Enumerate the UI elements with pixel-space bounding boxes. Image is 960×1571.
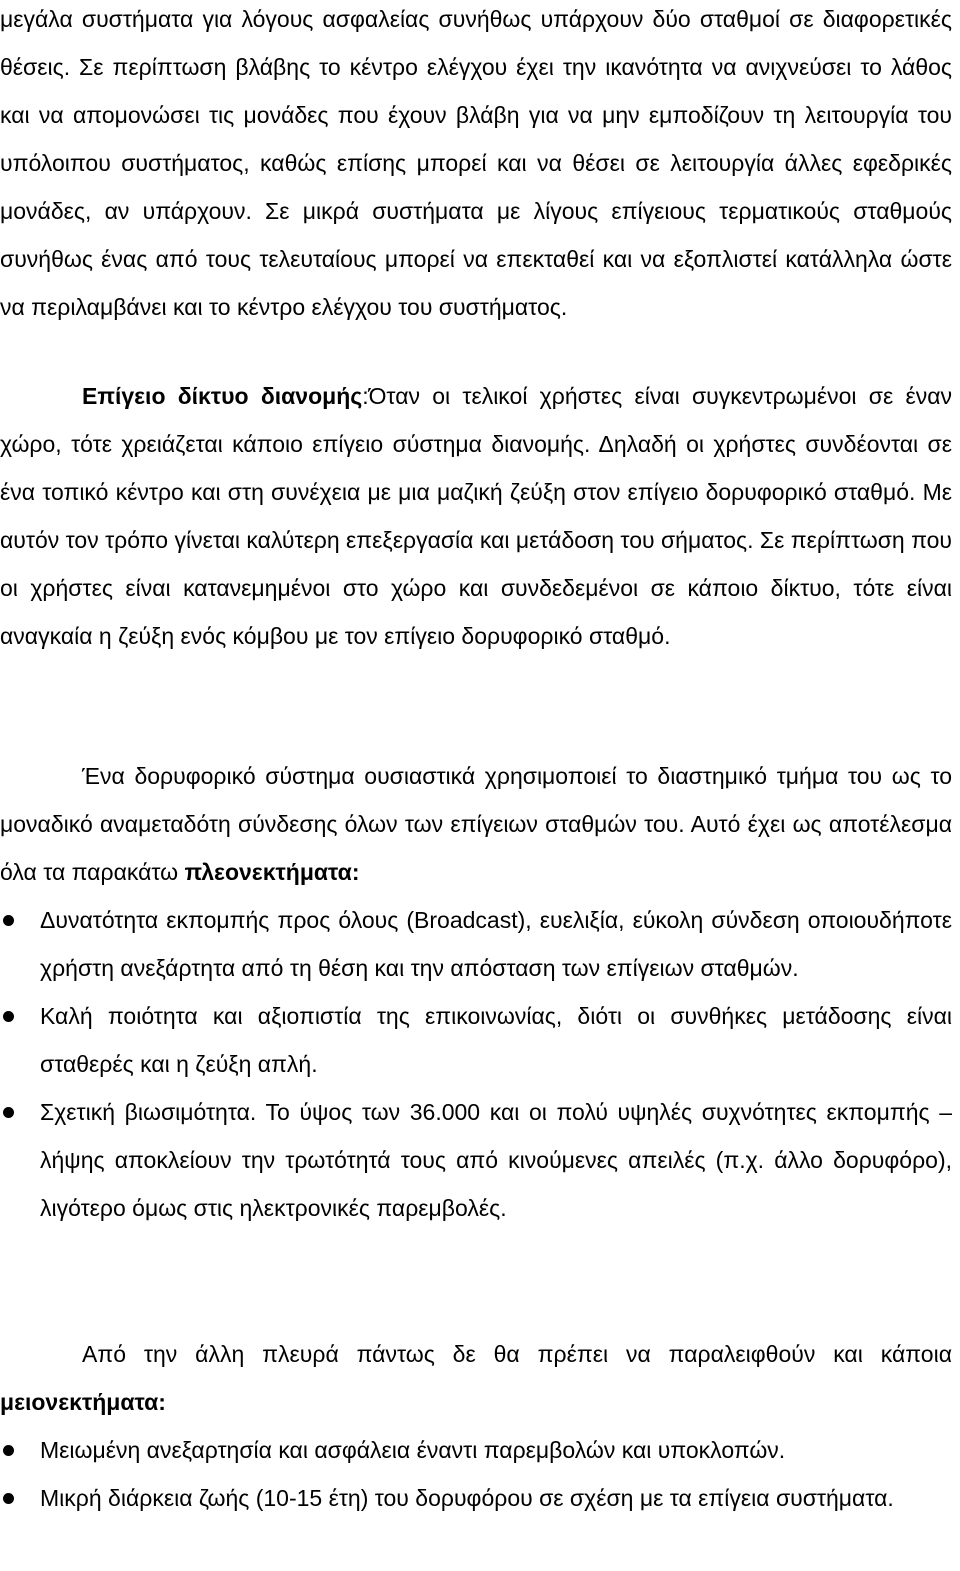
- bullet-icon: [3, 1493, 14, 1504]
- bullet-icon: [3, 1011, 14, 1022]
- list-item: [0, 896, 952, 992]
- disadvantages-list: [0, 1426, 952, 1522]
- paragraph-text: :Όταν οι τελικοί χρήστες είναι συγκεντρωμένοι σε έναν χώρο, τότε χρειάζεται κάποιο επίγειο σύστημα διανομής. Δηλαδή οι χρήστες συνδέονται σε ένα τοπικό κέντρο και στη συνέχεια με μια μαζική ζεύξη στον επίγειο δορυφορικό σταθμό. Με αυτόν τον τρόπο γίνεται καλύτερη επεξεργασία και μετάδοση του σήματος. Σε περίπτωση που οι χρήστες είναι κατανεμημένοι στο χώρο και συνδεδεμένοι σε κάποιο δίκτυο, τότε είναι αναγκαία η ζεύξη ενός κόμβου με τον επίγειο δορυφορικό σταθμό.: [0, 383, 952, 649]
- list-item-text: Μικρή διάρκεια ζωής (10-15 έτη) του δορυφόρου σε σχέση με τα επίγεια συστήματα.: [40, 1485, 894, 1511]
- bullet-icon: [3, 1445, 14, 1456]
- bullet-icon: [3, 1107, 14, 1118]
- paragraph-satellite-system: [0, 752, 952, 896]
- list-item: [0, 1426, 952, 1474]
- section-heading: Επίγειο δίκτυο διανομής: [82, 383, 363, 409]
- paragraph-text: μεγάλα συστήματα για λόγους ασφαλείας συνήθως υπάρχουν δύο σταθμοί σε διαφορετικές θέσεις. Σε περίπτωση βλάβης το κέντρο ελέγχου έχει την ικανότητα να ανιχνεύσει το λάθος και να απομονώσει τις μονάδες που έχουν βλάβη για να μην εμποδίζουν τη λειτουργία του υπόλοιπου συστήματος, καθώς επίσης μπορεί και να θέσει σε λειτουργία άλλες εφεδρικές μονάδες, αν υπάρχουν. Σε μικρά συστήματα με λίγους επίγειους τερματικούς σταθμούς συνήθως ένας από τους τελευταίους μπορεί να επεκταθεί και να εξοπλιστεί κατάλληλα ώστε να περιλαμβάνει και το κέντρο ελέγχου του συστήματος.: [0, 6, 952, 320]
- paragraph-ground-network: [0, 372, 952, 660]
- disadvantages-heading: μειονεκτήματα:: [0, 1389, 166, 1415]
- list-item-text: Μειωμένη ανεξαρτησία και ασφάλεια έναντι παρεμβολών και υποκλοπών.: [40, 1437, 786, 1463]
- bullet-icon: [3, 915, 14, 926]
- list-item-text: Καλή ποιότητα και αξιοπιστία της επικοινωνίας, διότι οι συνθήκες μετάδοσης είναι σταθερές και η ζεύξη απλή.: [40, 1003, 952, 1077]
- advantages-heading: πλεονεκτήματα:: [184, 859, 360, 885]
- paragraph-control-center: [0, 0, 952, 331]
- list-item-text: Δυνατότητα εκπομπής προς όλους (Broadcast), ευελιξία, εύκολη σύνδεση οποιουδήποτε χρήστη ανεξάρτητα από τη θέση και την απόσταση των επίγειων σταθμών.: [40, 907, 952, 981]
- advantages-list: [0, 896, 952, 1232]
- list-item: [0, 1088, 952, 1232]
- paragraph-text: Ένα δορυφορικό σύστημα ουσιαστικά χρησιμοποιεί το διαστημικό τμήμα του ως το μοναδικό αναμεταδότη σύνδεσης όλων των επίγειων σταθμών του. Αυτό έχει ως αποτέλεσμα όλα τα παρακάτω: [0, 763, 952, 885]
- list-item: [0, 1474, 952, 1522]
- paragraph-disadvantages-intro: [0, 1330, 952, 1426]
- list-item: [0, 992, 952, 1088]
- list-item-text: Σχετική βιωσιμότητα. Το ύψος των 36.000 και οι πολύ υψηλές συχνότητες εκπομπής – λήψης αποκλείουν την τρωτότητά τους από κινούμενες απειλές (π.χ. άλλο δορυφόρο), λιγότερο όμως στις ηλεκτρονικές παρεμβολές.: [40, 1099, 952, 1221]
- paragraph-text: Από την άλλη πλευρά πάντως δε θα πρέπει να παραλειφθούν και κάποια: [82, 1341, 952, 1367]
